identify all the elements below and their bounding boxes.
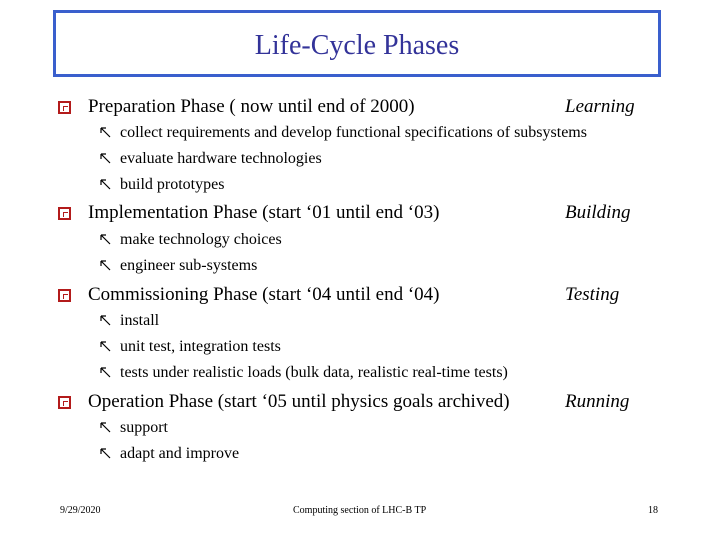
phase-label: Preparation Phase ( now until end of 2000) [88,96,415,117]
phase-label: Operation Phase (start ‘05 until physics goals archived) [88,391,510,412]
arrow-up-left-icon [100,422,111,433]
arrow-up-left-icon [100,448,111,459]
slide-title: Life-Cycle Phases [254,29,460,61]
phase-tag: Building [565,202,631,223]
phase-tag: Learning [565,96,635,117]
arrow-up-left-icon [100,179,111,190]
phase-tag: Testing [565,284,620,305]
footer-center: Computing section of LHC-B TP [293,505,427,516]
page-number: 18 [648,505,658,516]
arrow-up-left-icon [100,260,111,271]
phase-tag: Running [565,391,630,412]
phase-label: Implementation Phase (start ‘01 until end ‘03) [88,202,440,223]
list-item-text: support [120,419,168,436]
square-bullet-icon [58,289,71,302]
list-item-text: evaluate hardware technologies [120,150,322,167]
arrow-up-left-icon [100,153,111,164]
list-item-text: install [120,312,160,329]
list-item-text: make technology choices [120,231,282,248]
list-item-text: tests under realistic loads (bulk data, realistic real-time tests) [120,364,508,381]
square-bullet-icon [58,101,71,114]
square-bullet-icon [58,207,71,220]
list-item-text: collect requirements and develop functional specifications of subsystems [120,124,587,141]
arrow-up-left-icon [100,315,111,326]
list-item-text: unit test, integration tests [120,338,281,355]
arrow-up-left-icon [100,341,111,352]
list-item-text: adapt and improve [120,445,240,462]
phase-label: Commissioning Phase (start ‘04 until end ‘04) [88,284,440,305]
list-item-text: engineer sub-systems [120,257,258,274]
footer-date: 9/29/2020 [60,505,101,516]
square-bullet-icon [58,396,71,409]
arrow-up-left-icon [100,127,111,138]
arrow-up-left-icon [100,367,111,378]
title-box [53,10,661,77]
arrow-up-left-icon [100,234,111,245]
list-item-text: build prototypes [120,176,225,193]
